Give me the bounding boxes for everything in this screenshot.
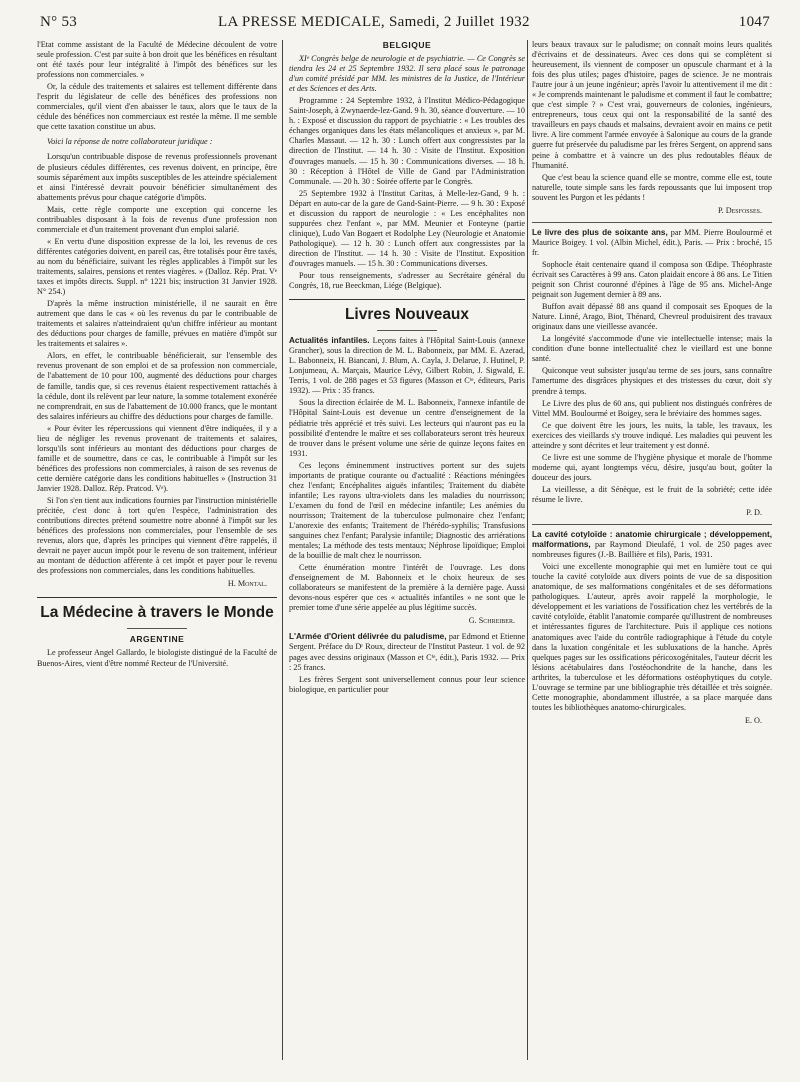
- paragraph: Sophocle était centenaire quand il composa son Œdipe. Théophraste écrivait ses Caractères à 99 ans. Caton plaidait encore à 86 ans. Le Titien peignit son Christ couronné d'épines à l'âge de 95 ans. Michel-Ange peignait son Jugement dernier à 89 ans.: [532, 259, 772, 300]
- paragraph: Les frères Sergent sont universellement connus pour leur science biologique, en particulier pour: [289, 674, 525, 694]
- book-reference: par Raymond Dieulafé, 1 vol. de 250 pages avec nombreuses figures (J.-B. Baillière et fils), Paris, 1931.: [532, 540, 772, 560]
- page-header: [40, 14, 770, 36]
- section-title: La Médecine à travers le Monde: [40, 604, 274, 622]
- title-rule: [377, 330, 437, 331]
- paragraph: Voici une excellente monographie qui met en lumière tout ce qui touche la cavité cotyloïde aux divers points de vue de sa disposition anatomique, de ses malformations congénitales et de ses déformations pathologiques. L'auteur, après avoir rappelé la morphologie, le développement et les variations de l'ossification chez les vertébrés de la cavité cotyloïde, établit l'anatomie comparée qu'illustrent de nombreuses et intéressantes figures de l'architecture. Puis il applique ces notions anatomiques avec l'aide du contrôle radiographique à l'étude du cotyle dans la luxation congénitale et les subluxations de la hanche. Après quelques pages sur les ossifications péricoxogénitales, l'auteur décrit les lésions acétabulaires dans l'ostéochondrite de la hanche, dans les arthrites, la tuberculose et les déformations ostéophytiques du cotyle. L'ouvrage se termine par une bibliographie très détaillée et très soignée. Cette monographie, abondamment illustrée, a sa place marquée dans toutes les bibliothèques anatomo-chirurgicales.: [532, 562, 772, 712]
- author-signature: E. O.: [744, 715, 762, 725]
- paragraph: Le Livre des plus de 60 ans, qui publient nos distingués confrères de Vittel MM. Boulourmé et Boigey, sera le bréviaire des hommes sages.: [532, 398, 772, 418]
- book-title: Actualités infantiles.: [289, 336, 370, 346]
- column-2: [289, 40, 525, 697]
- paragraph: Cette énumération montre l'intérêt de l'ouvrage. Les dons d'enseignement de M. Babonneix et le choix heureux de ses collaborateurs se manifestent de la première à la dernière page. Aussi devons-nous espérer que ces « actualités infantiles » ne sont que le premier tome d'une série appelée au plus légitime succès.: [289, 563, 525, 613]
- paragraph: Que c'est beau la science quand elle se montre, comme elle est, toute naturelle, toute simple sans les fards repoussants que lui imposent trop souvent les Purgon et les pédants !: [532, 172, 772, 202]
- section-rule: [289, 299, 525, 300]
- reply-heading: Voici la réponse de notre collaborateur juridique :: [47, 137, 213, 147]
- section-rule: [37, 597, 277, 598]
- column-1: [37, 40, 277, 671]
- paragraph: Sous la direction éclairée de M. L. Babonneix, l'annexe infantile de l'Hôpital Saint-Louis est devenue un centre d'enseignement de la pédiatrie très apprécié et très suivi. Les lecteurs qui n'auront pas eu la possibilité d'entendre le maître et ses collaborateurs seront très heureux de trouver dans le présent volume une série de quinze leçons faites en 1931.: [289, 398, 525, 458]
- section-rule: [532, 524, 772, 525]
- paragraph: Ces leçons éminemment instructives portent sur des sujets importants de pratique courante ou d'actualité : Réactions méningées chez l'enfant; Encéphalites aiguës infantiles; Traitement du diabète infantile; Les rayons ultra-violets dans les maladies du nourrisson; L'examen du fond de l'œil en médecine infantile; Les anémies du nourrisson; Traitement de la tuberculose pulmonaire chez l'enfant; L'anorexie des enfants; Traitement de l'hérédo-syphilis; Transfusions sanguines chez l'enfant; Paralysie infantile; Diagnostic des arriérations mentales; La méthode des tests mentaux; Néphrose lipoïdique; Emploi de la bouillie de malt chez le nourrisson.: [289, 460, 525, 561]
- paragraph: « Pour éviter les répercussions qui viennent d'être indiquées, il y a lieu de négliger les revenus provenant de traitements et salaires, lorsqu'ils sont inférieurs au montant des déductions pour charges de famille et de soumettre, dans ce cas, le contribuable à l'impôt sur les bénéfices des professions non commerciales, à raison de ses revenus de cette dernière catégorie dans les conditions habituelles » (Instruction 31 Janvier 1928. Dalloz. Rép. Pratcod. Vᵉ).: [37, 423, 277, 493]
- book-title: Le livre des plus de soixante ans,: [532, 227, 668, 237]
- author-signature: P. D.: [746, 508, 762, 518]
- paragraph: Alors, en effet, le contribuable bénéficierait, sur l'ensemble des revenus provenant de son emploi et de sa profession non commerciale, de l'abattement de 10 pour 100, augmenté des déductions pour charges de famille, tandis que, si ces revenus étaient respectivement rattachés à la cédule, dont ils relèvent par leur nature, la somme totalement exonérée ne comprendrait, en sus de l'abattement de 10.000 francs, que le montant des salaires inférieurs au chiffre des déductions pour charges de famille.: [37, 351, 277, 421]
- paragraph: Programme : 24 Septembre 1932, à l'Institut Médico-Pédagogique Saint-Joseph, à Zwynaerde-lez-Gand. 9 h. 30, séance d'ouverture. — 10 h. : Exposé et discussion du rapport de psychiatrie : « Les troubles des échanges organiques dans les états mélancoliques et anxieux », par M. Charles Massaut. — 12 h. 30 : Lunch offert aux congressistes par la direction de l'Institut. — 14 h. 30 : Visite de l'Institut. Exposition d'ouvrages manuels. — 15 h. 30 : Communications diverses. — 18 h. 30 : Réception à l'Hôtel de Ville de Gand par l'Administration Communale. — 20 h. 30 : Soirée offerte par le Congrès.: [289, 96, 525, 186]
- paragraph: La longévité s'accommode d'une vie intellectuelle intense; mais la condition d'une bonne intellectualité chez le vieillard est une bonne santé.: [532, 334, 772, 364]
- paragraph: Mais, cette règle comporte une exception qui concerne les contribuables disposant à la fois de revenus d'une profession non commerciale et d'un traitement provenant d'un emploi salarié.: [37, 204, 277, 234]
- paragraph: Buffon avait dépassé 88 ans quand il composait ses Epoques de la Nature. Linné, Arago, Biot, Thénard, Chevreul produisirent des travaux originaux dans une vieillesse avancée.: [532, 302, 772, 332]
- paragraph: XIᵉ Congrès belge de neurologie et de psychiatrie. — Ce Congrès se tiendra les 24 et 25 Septembre 1932. Il sera placé sous le patronage d'un comité présidé par MM. les ministres de la Justice, de l'Intérieur et des Sciences et des Arts.: [289, 54, 525, 94]
- author-signature: P. Desfosses.: [717, 205, 762, 215]
- book-entry: [532, 530, 772, 560]
- paragraph: leurs beaux travaux sur le paludisme; on connaît moins leurs qualités d'écrivains et de dessinateurs. Avec ces dons qui se complètent si heureusement, ils viennent de composer un opuscule charmant et à la fois des plus utiles; pages d'histoire, pages de science. Je ne montrais l'autre jour à un jeune ingénieur; après l'avoir lu attentivement il me dit : « Je comprends maintenant le paludisme et comment il faut le combattre; que c'est simple ? » C'est vrai, gouverneurs de colonies, ingénieurs, entrepreneurs, tous ceux qui ont la responsabilité de la santé des travailleurs en pays chauds et malsains, devraient avoir en mains ce petit livre. A lire comment l'armée envoyée à Salonique au cours de la grande guerre fut préservée du paludisme par les frères Sergent, on apprend sans peine à combattre et à vaincre un des plus redoutables fléaux de l'humanité.: [532, 40, 772, 170]
- country-heading: ARGENTINE: [129, 634, 185, 645]
- title-rule: [127, 628, 187, 629]
- paragraph: Pour tous renseignements, s'adresser au Secrétaire général du Congrès, 18, rue Beeckman, Liége (Belgique).: [289, 271, 525, 291]
- paragraph: Or, la cédule des traitements et salaires est tellement différente dans l'esprit du législateur de celle des bénéfices des professions non commerciales, qu'il vient d'en abaisser le taux, alors que le taux de la cédule des bénéfices non commerciaux est restée la même. Il me semble que cette taxation constitue un abus.: [37, 82, 277, 132]
- paragraph: « En vertu d'une disposition expresse de la loi, les revenus de ces différentes catégories doivent, en pareil cas, être totalisés pour être taxés, au nom du bénéficiaire, suivant les règles applicables à l'impôt sur les traitements, salaires, pensions et rentes viagères. » (Dalloz. Rép. Prat. Vᵉ taxes et impôts directs. Suppl. n° 1221 bis; instruction 31 Janvier 1928. N° 254.): [37, 236, 277, 297]
- book-entry: [289, 336, 525, 396]
- paragraph: Ce livre est une somme de l'hygiène physique et morale de l'homme moderne qui, ayant longtemps vécu, désire, jusqu'au bout, goûter la douceur des jours.: [532, 452, 772, 482]
- book-title: L'Armée d'Orient délivrée du paludisme,: [289, 632, 447, 642]
- paragraph: Lorsqu'un contribuable dispose de revenus professionnels provenant de plusieurs cédules différentes, ces revenus doivent, en principe, être soumis séparément aux impôts susceptibles de les atteindre spécialement et ainsi l'intéressé devrait pouvoir bénéficier simultanément des abattements prévus pour chaque catégorie d'impôts.: [37, 152, 277, 202]
- page-number: 1047: [738, 14, 770, 30]
- paragraph: 25 Septembre 1932 à l'Institut Caritas, à Melle-lez-Gand, 9 h. : Départ en auto-car de la gare de Gand-Saint-Pierre. — 9 h. 30 : Exposé et discussion du rapport de neurologie : « Les encéphalites non suppurées chez l'enfant », par MM. Meunier et Fonteyne (partie clinique), Ludo Van Bogaert et Rodolphe Ley (Neurologie et Anatomie Pathologique). — 12 h. 30 : Lunch offert aux congressistes par la direction de l'Institut. — 14 h. 30 : Visite de l'Institut. Exposition d'ouvrages manuels. — 15 h. 30 : Communications diverses.: [289, 188, 525, 268]
- book-reference: Leçons faites à l'Hôpital Saint-Louis (annexe Grancher), sous la direction de M. L. Babonneix, par MM. E. Azerad, L. Babonneix, H. Biancani, J. Blum, A. Cayla, J. Delarue, J. Hutinel, P. Lonjumeau, A. Marçais, Maurice Lévy, Gilbert Robin, J. Sigwald, E. Terris, 1 vol. de 288 pages et 53 figures (Masson et Cⁱᵉ, éditeurs, Paris 1932). — Prix : 35 francs.: [289, 336, 525, 396]
- book-reference: par Edmond et Etienne Sergent. Préface du Dʳ Roux, directeur de l'Institut Pasteur. 1 vol. de 92 pages avec dessins originaux (Masson et Cⁱᵉ, édit.), Paris 1932. — Prix : 25 francs.: [289, 632, 525, 672]
- column-3: [532, 40, 772, 732]
- issue-number: N° 53: [40, 14, 78, 30]
- paragraph: La vieillesse, a dit Sénèque, est le fruit de la sobriété; cette idée résume le livre.: [532, 484, 772, 504]
- author-signature: H. Montal.: [227, 579, 267, 589]
- paragraph: Le professeur Angel Gallardo, le biologiste distingué de la Faculté de Buenos-Aires, vient d'être nommé Recteur de l'Université.: [37, 648, 277, 668]
- section-title: Livres Nouveaux: [344, 306, 470, 324]
- author-signature: G. Schreiber.: [468, 616, 515, 626]
- column-divider-1: [282, 40, 283, 1060]
- journal-title: LA PRESSE MEDICALE, Samedi, 2 Juillet 1932: [218, 14, 530, 30]
- section-rule: [532, 222, 772, 223]
- paragraph: l'Etat comme assistant de la Faculté de Médecine découlent de votre seule profession. C'est par suite à bon droit que les bénéfices en résultant ont été taxés pour leur intégralité à l'impôt des bénéfices sur les professions non commerciales. »: [37, 40, 277, 80]
- book-entry: [289, 632, 525, 672]
- paragraph: Si l'on s'en tient aux indications fournies par l'instruction ministérielle précitée, c'est donc à tort qu'en l'espèce, l'administration des contributions directes prétend soumettre notre abonné à l'impôt sur les bénéfices des professions non commerciales, pour l'ensemble de ses revenus, alors que, d'après les principes qui viennent d'être rappelés, il devrait ne payer aucun impôt pour le revenu de son traitement, inférieur au montant de déduction afférente à cet impôt et payer pour le revenu des professions non commerciales, dans les conditions habituelles.: [37, 496, 277, 576]
- book-title: La cavité cotyloïde : anatomie chirurgicale ; développement, malformations,: [532, 530, 772, 550]
- country-heading: BELGIQUE: [382, 40, 432, 50]
- paragraph: Quiconque veut subsister jusqu'au terme de ses jours, sans connaître l'amertume des disgrâces physiques et des tristesses du cœur, doit s'y prendre à temps.: [532, 366, 772, 396]
- book-entry: [532, 228, 772, 258]
- column-divider-2: [527, 40, 528, 1060]
- paragraph: D'après la même instruction ministérielle, il ne saurait en être autrement que dans le cas « où les revenus du par le contribuable de traitements et salaires n'atteindraient qu'un chiffre inférieur au montant des déductions pour charges de famille, prévues en matière d'impôt sur les traitements et salaires ».: [37, 299, 277, 349]
- book-reference: par MM. Pierre Boulourmé et Maurice Boigey. 1 vol. (Albin Michel, édit.), Paris. — Prix : broché, 15 fr.: [532, 227, 773, 257]
- paragraph: Ce que doivent être les jours, les nuits, la table, les travaux, les exercices des vieillards s'y trouve indiqué. Les maladies qui peuvent les atteindre y sont décrites et leur traitement y est donné.: [532, 420, 772, 450]
